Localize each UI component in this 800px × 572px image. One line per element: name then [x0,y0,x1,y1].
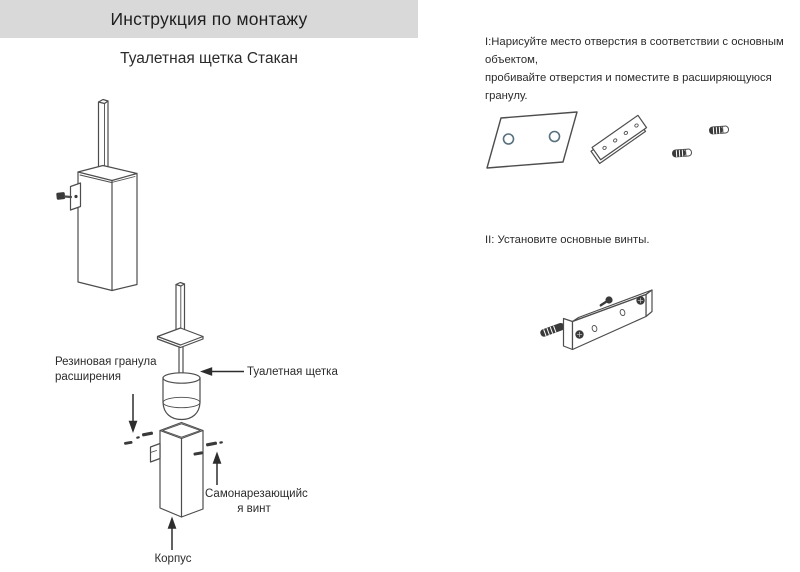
step1-line-1: I:Нарисуйте место отверстия в соответствии с основным объектом, [485,36,784,66]
wall-mount-bracket-icon [56,183,80,210]
label-toilet-brush: Туалетная щетка [247,366,338,378]
mounting-bracket-icon [590,115,648,163]
holder-body-icon [151,423,204,518]
expansion-anchor-icon [709,126,728,134]
step2-figure [539,290,652,350]
step1-instruction [485,33,800,105]
step1-line-2: пробивайте отверстия и поместите в расширяющуюся гранулу. [485,72,772,102]
anchor-screw-icon [539,322,565,338]
lid-flange-icon [158,328,204,348]
label-rubber-granule-line-2: расширения [55,371,121,383]
step2-line-1: II: Установите основные винты. [485,234,650,246]
label-body: Корпус [154,553,192,565]
installed-bracket-icon [564,290,653,350]
arrow-up-body [168,517,177,551]
title-banner [0,0,418,38]
label-rubber-granule-line-1: Резиновая гранула [55,356,157,368]
expansion-anchor-icon [672,149,691,157]
assembled-holder-drawing [56,100,137,291]
arrow-up-screw [213,452,222,486]
step2-instruction [485,231,800,249]
exploded-brush-drawing [124,283,223,518]
brush-handle-icon [176,283,185,331]
brush-handle-icon [99,100,109,170]
label-self-tapping-screw [205,487,308,516]
label-arrows [129,367,244,550]
top-screw-icon [601,296,613,305]
wall-plate-with-holes-icon [487,112,577,168]
page-title: Инструкция по монтажу [110,8,308,29]
step1-figure [487,112,729,168]
brush-stem-icon [179,347,183,375]
holder-box-icon [78,166,137,291]
arrow-left-brush [200,367,244,376]
label-screw-line-1: Самонарезающийс [205,488,308,500]
label-rubber-granule [55,355,175,385]
page-subtitle: Туалетная щетка Стакан [120,50,298,67]
label-screw-line-2: я винт [237,502,271,515]
arrow-down-granule [129,394,138,433]
